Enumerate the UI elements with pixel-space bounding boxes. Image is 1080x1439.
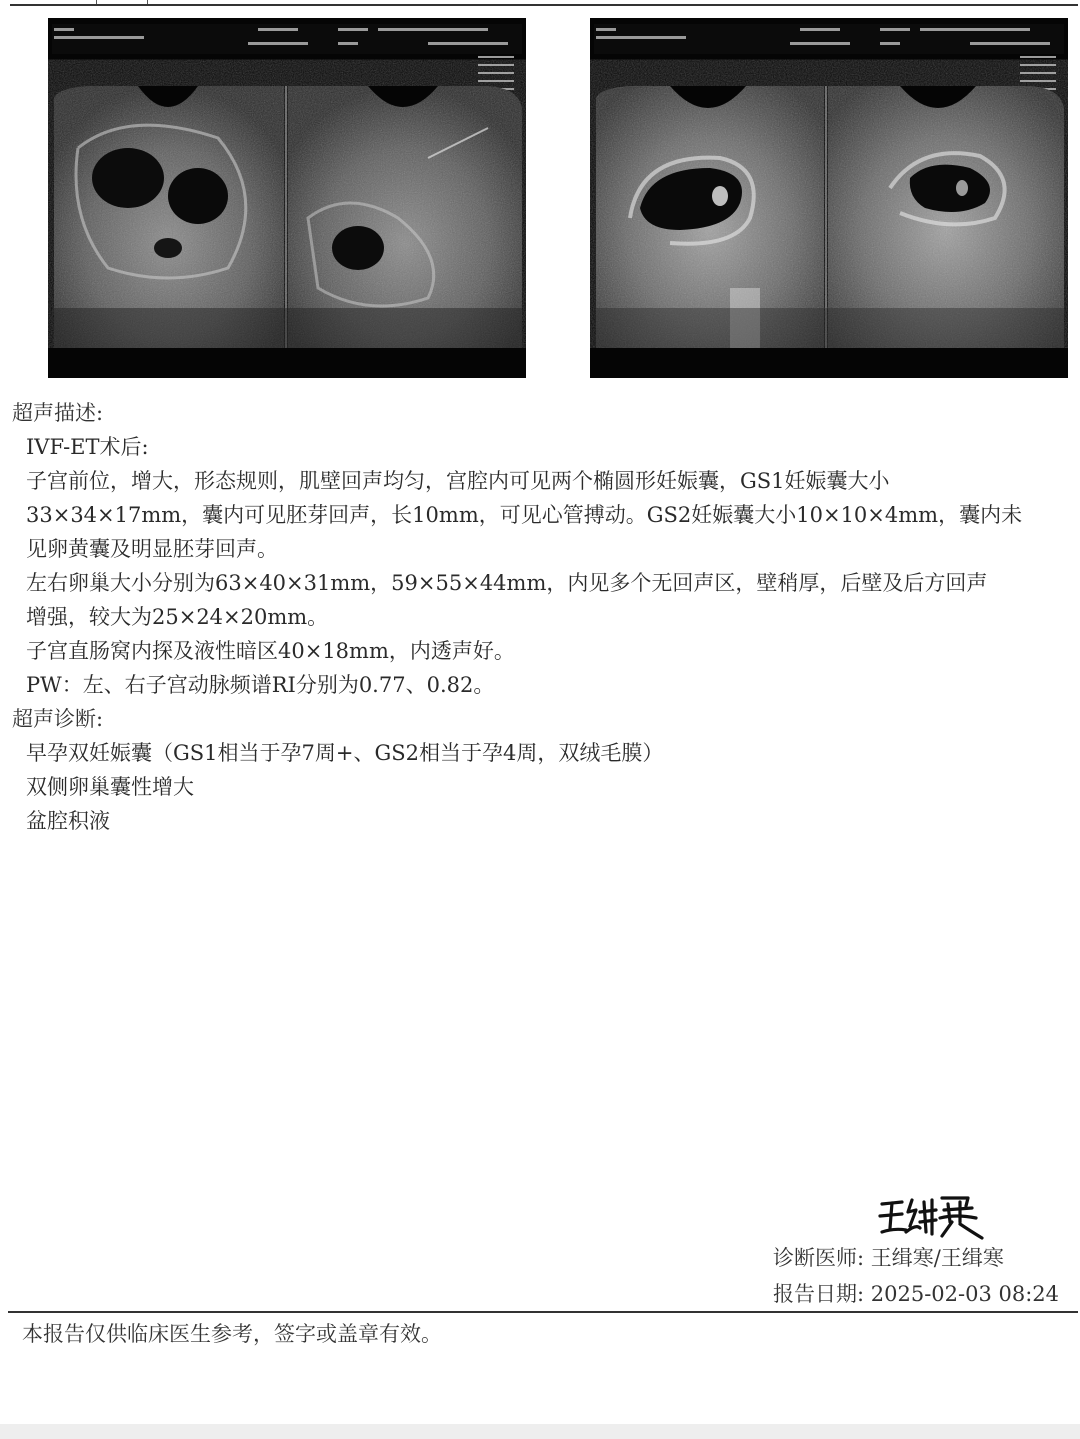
bottom-bar	[0, 1424, 1080, 1439]
ultrasound-image-gestational-sacs	[590, 18, 1068, 378]
description-line: 左右卵巢大小分别为63×40×31mm，59×55×44mm，内见多个无回声区，壁稍厚，后壁及后方回声	[26, 571, 988, 595]
diagnosis-line: 早孕双妊娠囊（GS1相当于孕7周+、GS2相当于孕4周，双绒毛膜）	[26, 741, 664, 765]
description-line: 见卵黄囊及明显胚芽回声。	[26, 537, 278, 561]
top-rule	[10, 4, 1078, 6]
diagnosis-line: 双侧卵巢囊性增大	[26, 775, 194, 799]
diagnosis-line: 盆腔积液	[26, 809, 110, 833]
disclaimer-text: 本报告仅供临床医生参考，签字或盖章有效。	[22, 1322, 442, 1346]
handwritten-signature	[876, 1188, 986, 1244]
description-line: 子宫直肠窝内探及液性暗区40×18mm，内透声好。	[26, 639, 515, 663]
top-tab-mark	[96, 0, 148, 4]
description-section	[12, 396, 1022, 702]
footer-rule	[8, 1311, 1078, 1313]
description-line: 增强，较大为25×24×20mm。	[26, 605, 329, 629]
ultrasound-image-ovaries	[48, 18, 526, 378]
description-line: 子宫前位，增大，形态规则，肌壁回声均匀，宫腔内可见两个椭圆形妊娠囊，GS1妊娠囊大小	[26, 469, 890, 493]
description-line: 33×34×17mm，囊内可见胚芽回声，长10mm，可见心管搏动。GS2妊娠囊大小10×10×4mm，囊内未	[26, 503, 1023, 527]
description-label: 超声描述:	[12, 401, 104, 425]
report-date-line: 报告日期: 2025-02-03 08:24	[773, 1282, 1060, 1306]
description-line: PW：左、右子宫动脉频谱RI分别为0.77、0.82。	[26, 673, 495, 697]
diagnosis-section	[12, 702, 663, 838]
doctor-line: 诊断医师: 王缉寒/王缉寒	[773, 1246, 1004, 1270]
diagnosis-label: 超声诊断:	[12, 707, 104, 731]
description-line: IVF-ET术后:	[26, 435, 149, 459]
